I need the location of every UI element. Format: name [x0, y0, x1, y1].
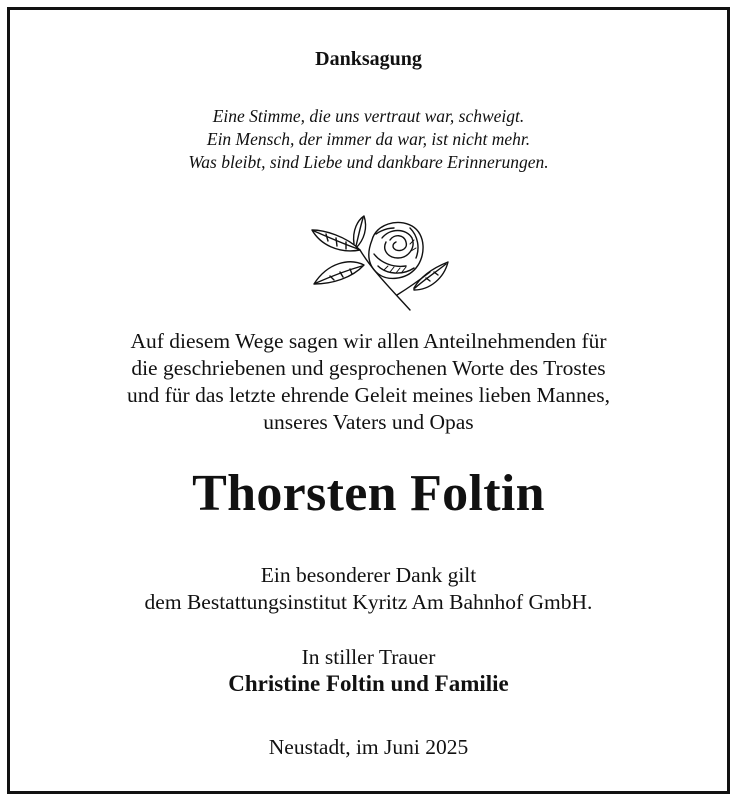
thanks-line: Auf diesem Wege sagen wir allen Anteilnehmenden für: [130, 329, 607, 353]
signer-name: Christine Foltin und Familie: [228, 671, 509, 696]
poem-line: Was bleibt, sind Liebe und dankbare Erinnerungen.: [188, 152, 549, 172]
obituary-notice: [7, 7, 730, 794]
mourning-line: In stiller Trauer: [301, 645, 436, 669]
special-thanks: [10, 562, 727, 616]
thanks-line: und für das letzte ehrende Geleit meines lieben Mannes,: [127, 383, 610, 407]
special-thanks-line: Ein besonderer Dank gilt: [260, 563, 477, 587]
notice-heading: Danksagung: [315, 48, 422, 70]
poem: [10, 105, 727, 174]
thanks-line: die geschriebenen und gesprochenen Worte des Trostes: [131, 356, 606, 380]
place-date: Neustadt, im Juni 2025: [268, 735, 469, 759]
rose-icon: [302, 210, 452, 320]
thanks-line: unseres Vaters und Opas: [263, 410, 474, 434]
deceased-name: Thorsten Foltin: [192, 465, 545, 522]
special-thanks-line: dem Bestattungsinstitut Kyritz Am Bahnhof GmbH.: [144, 590, 593, 614]
poem-line: Eine Stimme, die uns vertraut war, schweigt.: [212, 106, 525, 126]
poem-line: Ein Mensch, der immer da war, ist nicht mehr.: [206, 129, 531, 149]
thanks-text: [10, 328, 727, 436]
